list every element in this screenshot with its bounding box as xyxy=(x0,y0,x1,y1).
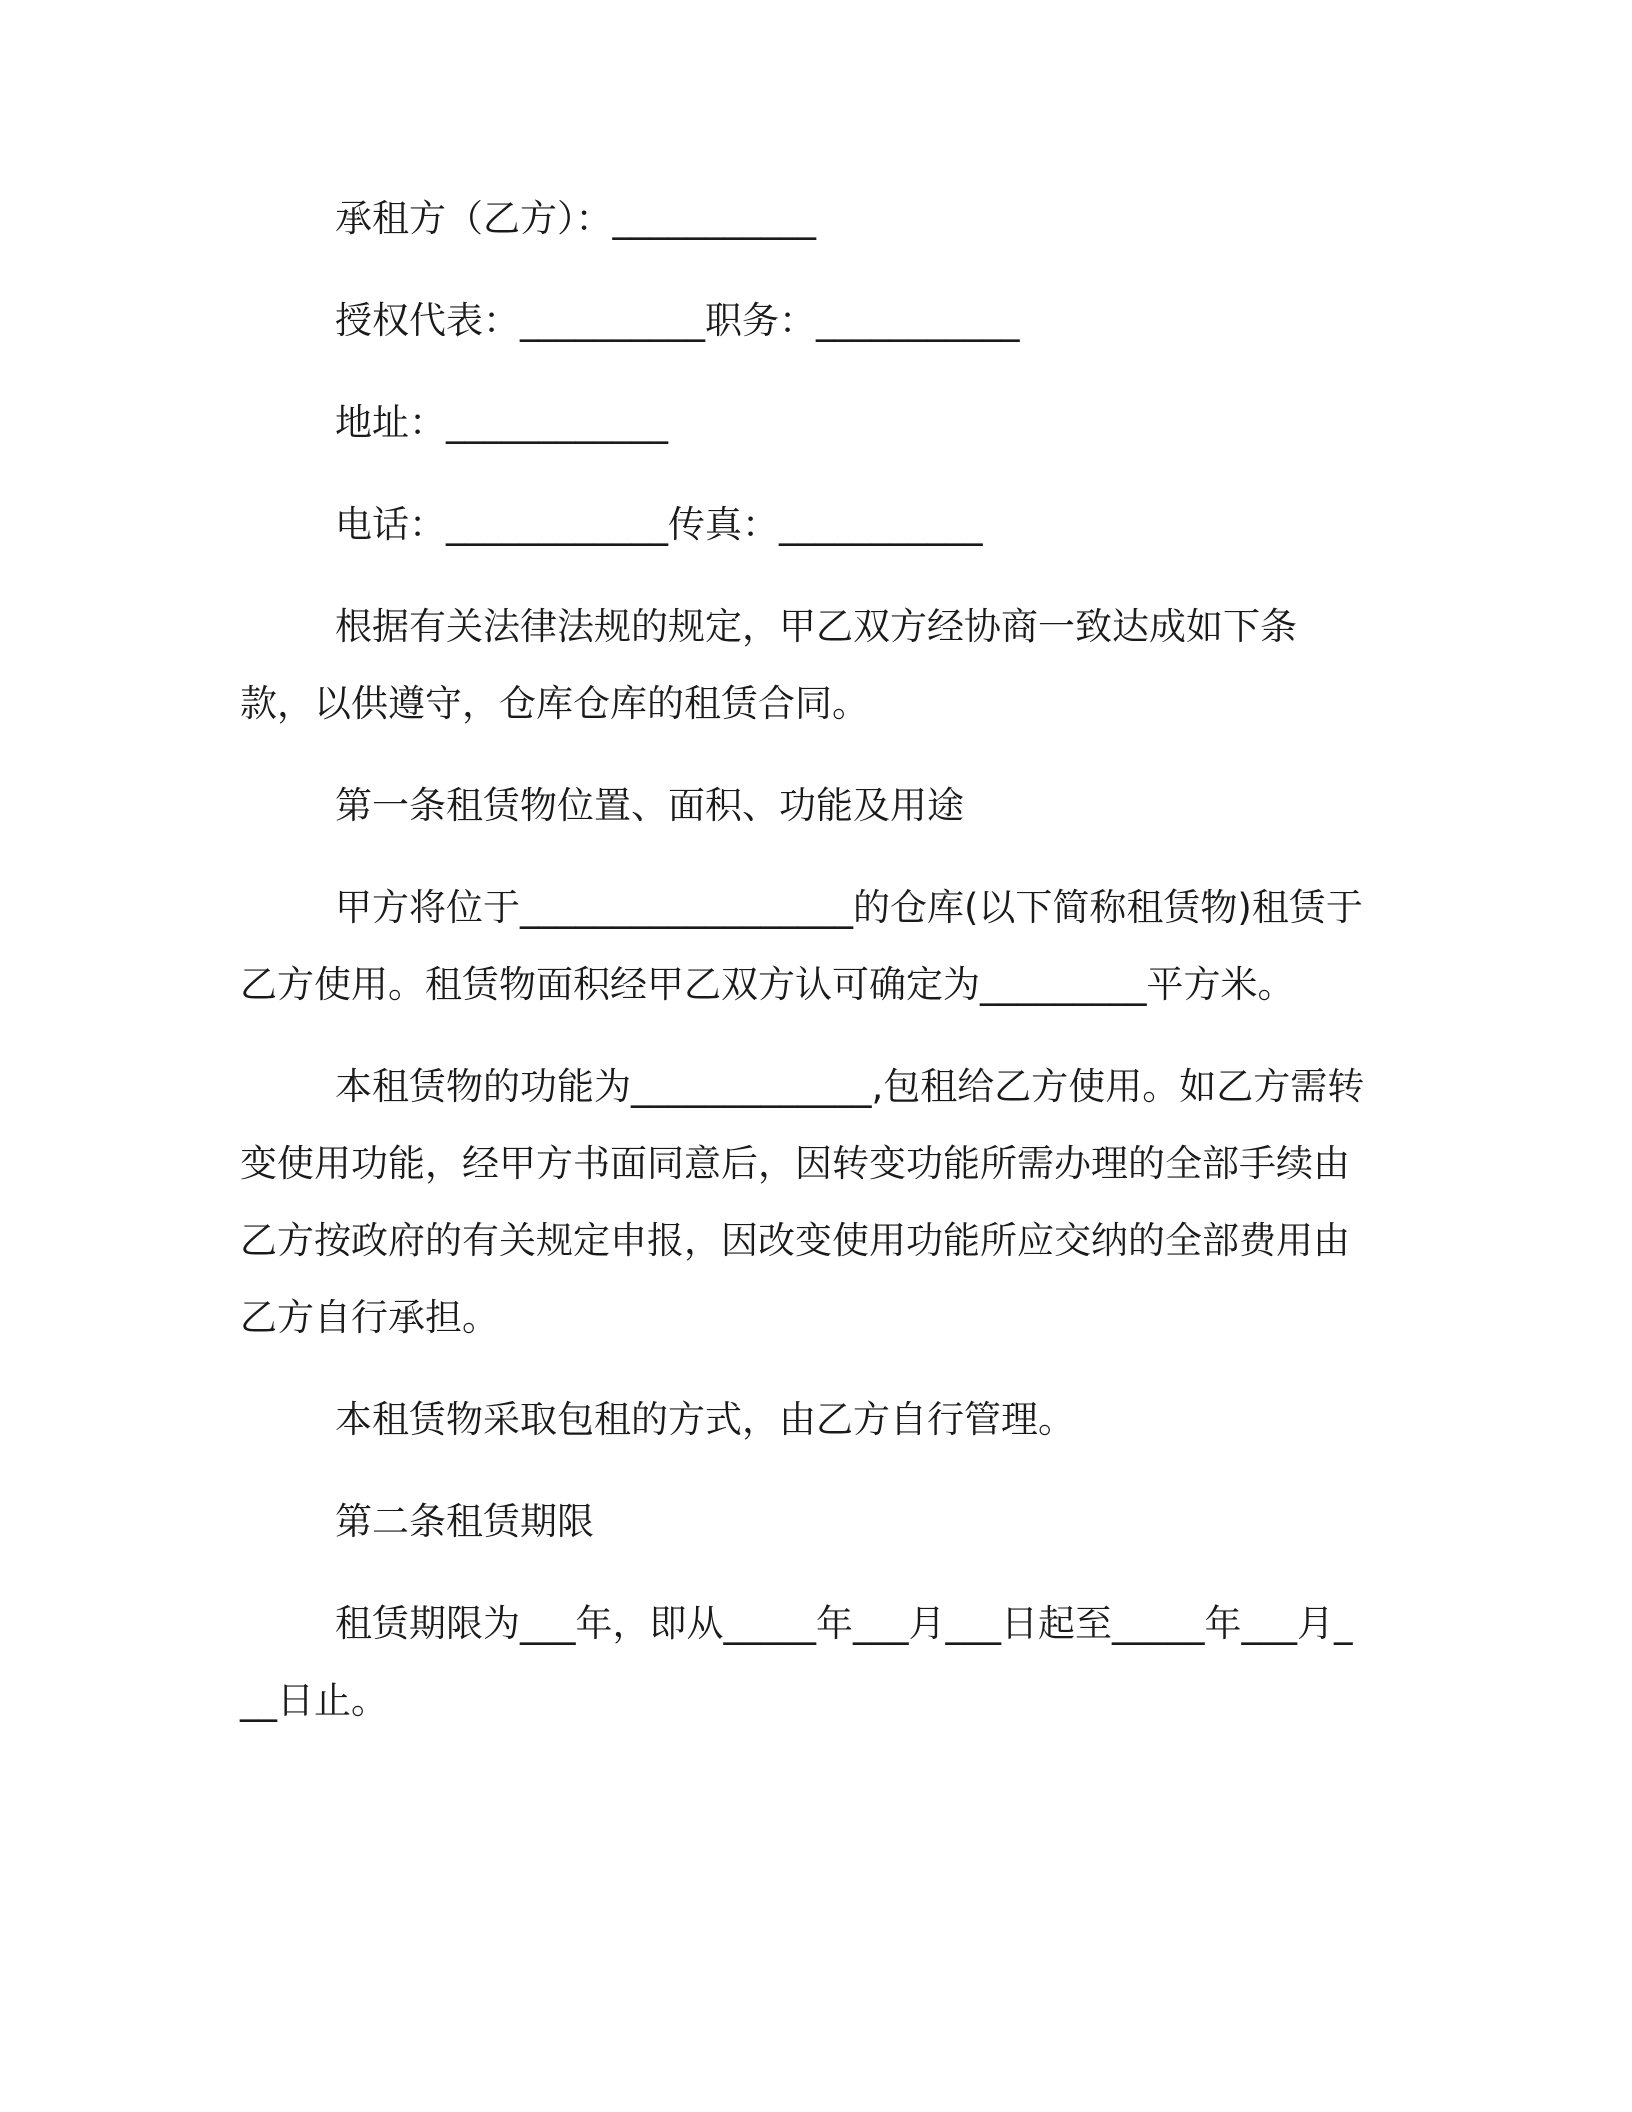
lessee-line: 承租方（乙方）：___________ xyxy=(335,197,816,240)
phone-fax-line: 电话：____________传真：___________ xyxy=(335,503,983,546)
representative-line: 授权代表：__________职务：___________ xyxy=(335,299,1020,342)
article-1-paragraph-1: 甲方将位于__________________的仓库(以下简称租赁物)租赁于乙方使用。租赁物面积经甲乙双方认可确定为_________平方米。 xyxy=(240,886,1363,1006)
article-1-paragraph-2: 本租赁物的功能为_____________,包租给乙方使用。如乙方需转变使用功能，经甲方书面同意后，因转变功能所需办理的全部手续由乙方按政府的有关规定申报，因改变使用功能所应交纳的全部费用由乙方自行承担。 xyxy=(240,1065,1365,1339)
article-1-title: 第一条租赁物位置、面积、功能及用途 xyxy=(335,784,964,827)
article-1-paragraph-3: 本租赁物采取包租的方式，由乙方自行管理。 xyxy=(335,1398,1075,1441)
article-2-paragraph-1: 租赁期限为___年，即从_____年___月___日起至_____年___月___日止。 xyxy=(240,1602,1353,1722)
intro-paragraph: 根据有关法律法规的规定，甲乙双方经协商一致达成如下条款，以供遵守，仓库仓库的租赁合同。 xyxy=(240,605,1297,725)
address-line: 地址：____________ xyxy=(335,401,668,444)
article-2-title: 第二条租赁期限 xyxy=(335,1500,594,1543)
